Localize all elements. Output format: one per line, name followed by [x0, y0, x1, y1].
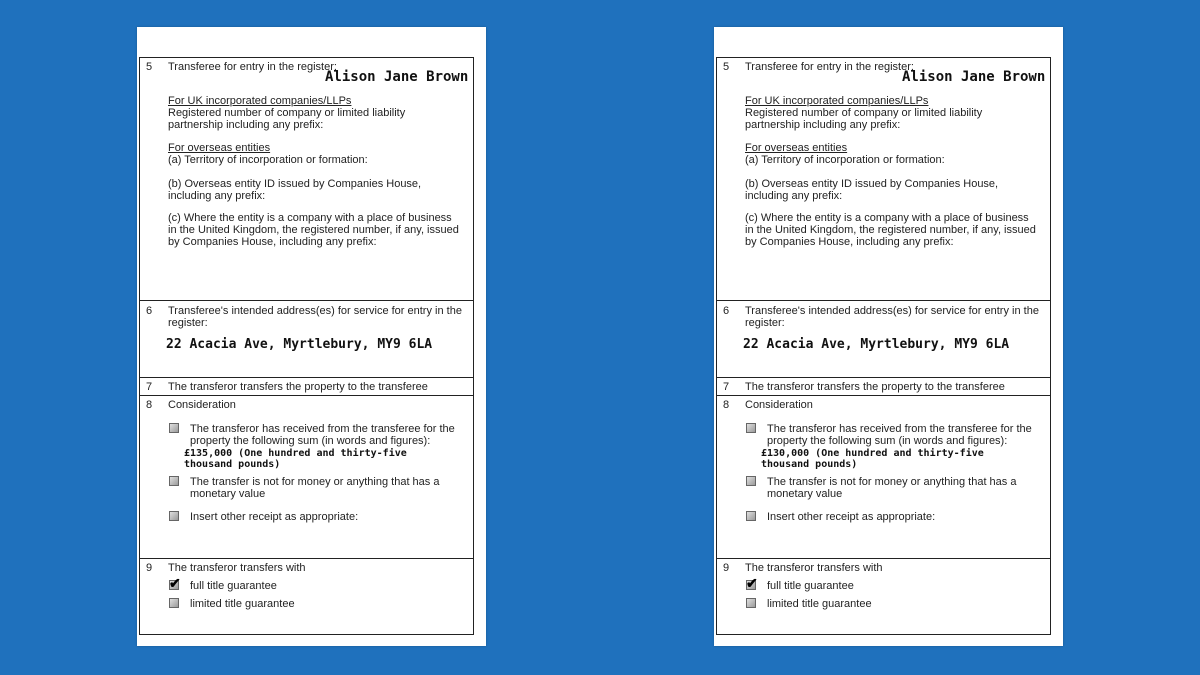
- section-9: [140, 559, 473, 634]
- option-sum-received: The transferor has received from the transferee for the property the following sum (in words and figures):: [190, 423, 455, 447]
- section-number: 9: [723, 562, 730, 574]
- overseas-id-text: (b) Overseas entity ID issued by Companies House, including any prefix:: [745, 178, 999, 202]
- option-limited-title-guarantee: limited title guarantee: [190, 598, 295, 610]
- territory-text: (a) Territory of incorporation or formation:: [168, 154, 368, 166]
- option-other-receipt: Insert other receipt as appropriate:: [767, 511, 936, 523]
- uk-place-of-business-text: (c) Where the entity is a company with a place of business in the United Kingdom, the registered number, if any, issued by Companies House, including any prefix:: [745, 212, 1036, 248]
- form-table: [139, 57, 474, 635]
- check-mark-icon: ✔: [746, 575, 758, 591]
- section-9: [717, 559, 1050, 634]
- section-5: [717, 58, 1050, 301]
- checkbox-sum-received[interactable]: [169, 423, 179, 433]
- form-page-left: [137, 27, 486, 646]
- uk-place-of-business-text: (c) Where the entity is a company with a place of business in the United Kingdom, the registered number, if any, issued by Companies House, including any prefix:: [168, 212, 459, 248]
- section-title: The transferor transfers the property to the transferee: [745, 381, 1005, 393]
- form-page-right: [714, 27, 1063, 646]
- section-title: Transferee's intended address(es) for service for entry in the register:: [168, 305, 462, 329]
- section-number: 6: [146, 305, 153, 317]
- section-number: 7: [723, 381, 730, 393]
- section-number: 6: [723, 305, 730, 317]
- section-title: Transferee for entry in the register:: [745, 61, 914, 73]
- section-7: [140, 378, 473, 396]
- checkbox-not-for-money[interactable]: [746, 476, 756, 486]
- address-handwritten: 22 Acacia Ave, Myrtlebury, MY9 6LA: [166, 337, 433, 352]
- overseas-id-text: (b) Overseas entity ID issued by Companies House, including any prefix:: [168, 178, 422, 202]
- sum-line-1-handwritten: £135,000 (One hundred and thirty-five: [184, 448, 407, 459]
- section-title: The transferor transfers with: [745, 562, 883, 574]
- section-6: [717, 301, 1050, 378]
- section-8: [140, 396, 473, 559]
- section-8: [717, 396, 1050, 559]
- uk-companies-text: Registered number of company or limited liability partnership including any prefix:: [745, 107, 983, 131]
- option-limited-title-guarantee: limited title guarantee: [767, 598, 872, 610]
- transferee-name-handwritten: Alison Jane Brown: [902, 69, 1046, 85]
- uk-companies-heading: For UK incorporated companies/LLPs: [745, 95, 929, 107]
- transferee-name-handwritten: Alison Jane Brown: [325, 69, 469, 85]
- section-number: 8: [723, 399, 730, 411]
- uk-companies-heading: For UK incorporated companies/LLPs: [168, 95, 352, 107]
- territory-text: (a) Territory of incorporation or formation:: [745, 154, 945, 166]
- section-title: Transferee for entry in the register:: [168, 61, 337, 73]
- overseas-heading: For overseas entities: [168, 142, 271, 154]
- checkbox-limited-title-guarantee[interactable]: [746, 598, 756, 608]
- checkbox-sum-received[interactable]: [746, 423, 756, 433]
- section-7: [717, 378, 1050, 396]
- section-5: [140, 58, 473, 301]
- option-not-for-money: The transfer is not for money or anything that has a monetary value: [767, 476, 1017, 500]
- option-not-for-money: The transfer is not for money or anything that has a monetary value: [190, 476, 440, 500]
- option-sum-received: The transferor has received from the transferee for the property the following sum (in words and figures):: [767, 423, 1032, 447]
- uk-companies-text: Registered number of company or limited liability partnership including any prefix:: [168, 107, 406, 131]
- address-handwritten: 22 Acacia Ave, Myrtlebury, MY9 6LA: [743, 337, 1010, 352]
- section-title: The transferor transfers with: [168, 562, 306, 574]
- section-title: Consideration: [745, 399, 813, 411]
- form-table: [716, 57, 1051, 635]
- checkbox-full-title-guarantee[interactable]: [169, 575, 181, 591]
- checkbox-other-receipt[interactable]: [746, 511, 756, 521]
- sum-line-2-handwritten: thousand pounds): [761, 459, 858, 470]
- checkbox-limited-title-guarantee[interactable]: [169, 598, 179, 608]
- section-title: Transferee's intended address(es) for service for entry in the register:: [745, 305, 1039, 329]
- checkbox-not-for-money[interactable]: [169, 476, 179, 486]
- section-6: [140, 301, 473, 378]
- checkbox-other-receipt[interactable]: [169, 511, 179, 521]
- checkbox-full-title-guarantee[interactable]: [746, 575, 758, 591]
- section-number: 5: [146, 61, 153, 73]
- option-full-title-guarantee: full title guarantee: [190, 580, 277, 592]
- sum-line-1-handwritten: £130,000 (One hundred and thirty-five: [761, 448, 984, 459]
- section-number: 8: [146, 399, 153, 411]
- check-mark-icon: ✔: [169, 575, 181, 591]
- section-number: 9: [146, 562, 153, 574]
- sum-line-2-handwritten: thousand pounds): [184, 459, 281, 470]
- overseas-heading: For overseas entities: [745, 142, 848, 154]
- option-full-title-guarantee: full title guarantee: [767, 580, 854, 592]
- option-other-receipt: Insert other receipt as appropriate:: [190, 511, 359, 523]
- section-title: The transferor transfers the property to the transferee: [168, 381, 428, 393]
- section-number: 7: [146, 381, 153, 393]
- section-title: Consideration: [168, 399, 236, 411]
- section-number: 5: [723, 61, 730, 73]
